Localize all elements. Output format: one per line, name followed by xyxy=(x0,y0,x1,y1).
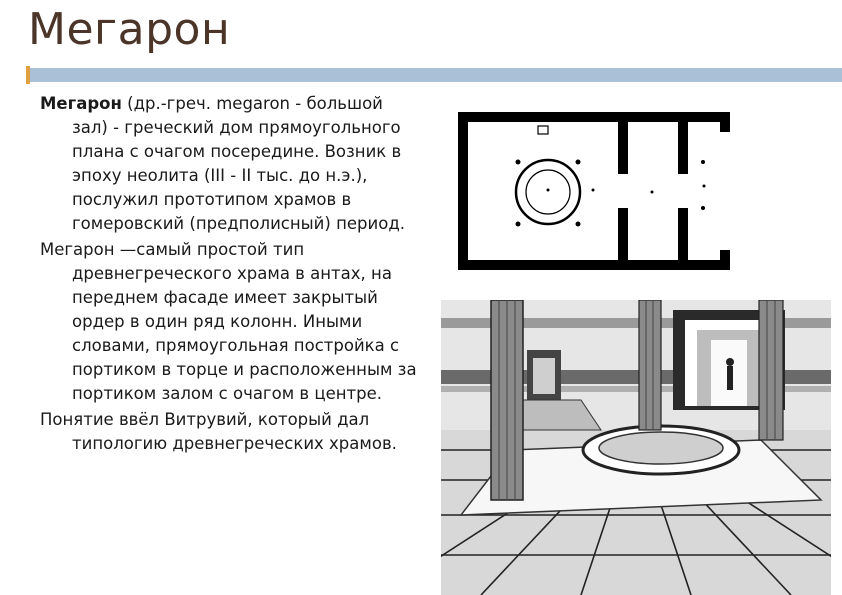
slide-title: Мегарон xyxy=(28,4,231,55)
megaron-interior-drawing-image xyxy=(441,300,831,595)
term-megaron: Мегарон xyxy=(40,94,122,113)
paragraph-definition xyxy=(40,92,420,236)
paragraph-vitruvius: Понятие ввёл Витрувий, который дал типологию древнегреческих храмов. xyxy=(40,410,397,453)
megaron-floor-plan-image xyxy=(458,112,730,270)
definition-text: (др.-греч. megaron - большой зал) - греческий дом прямоугольного плана с очагом посередине. Возник в эпоху неолита (III - II тыс. до н.э.), послужил прототипом храмов в гомеровский (предполисный) период. xyxy=(72,94,405,233)
body-text xyxy=(40,92,420,458)
paragraph-temple-type: Мегарон —самый простой тип древнегреческого храма в антах, на переднем фасаде имеет закрытый ордер в один ряд колонн. Иными словами, прямоугольная постройка с портиком в торце и расположенным за портиком залом с очагом в центре. xyxy=(40,240,417,403)
title-underline-bar xyxy=(30,68,842,82)
